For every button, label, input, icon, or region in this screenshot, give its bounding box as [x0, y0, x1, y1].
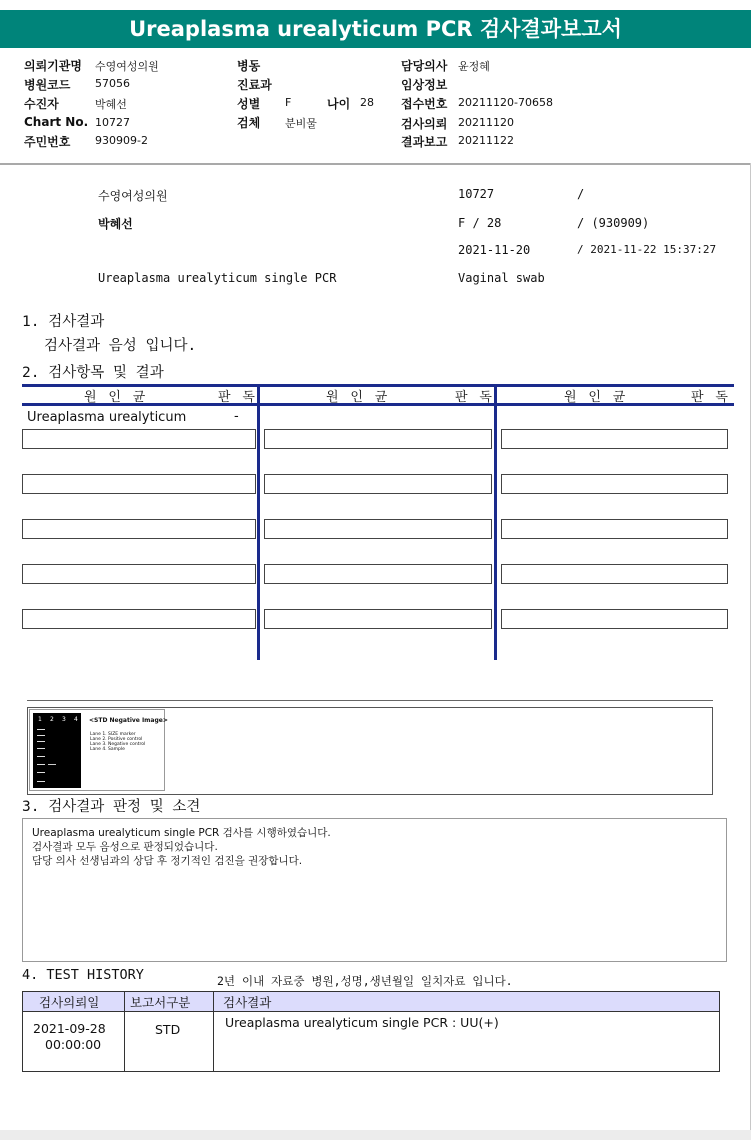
summary-request-date: 2021-11-20	[458, 243, 531, 257]
gel-panel-rule	[27, 700, 713, 701]
header-value-patient: 박혜선	[95, 98, 127, 111]
result-cell	[501, 474, 728, 494]
section-2-title: 2. 검사항목 및 결과	[22, 365, 164, 381]
result-cell	[264, 429, 492, 449]
result-cell	[501, 564, 728, 584]
header-label-institution: 의뢰기관명	[24, 59, 82, 73]
header-value-rrn: 930909-2	[95, 134, 148, 147]
result-cell	[264, 474, 492, 494]
gel-lane-desc: Lane 1. SIZE marker	[90, 732, 136, 737]
header-value-report-date: 20211122	[458, 134, 514, 147]
section-1-result: 검사결과 음성 입니다.	[44, 338, 197, 354]
gel-lane-desc: Lane 3. Negative control	[90, 742, 146, 747]
opinion-line: Ureaplasma urealyticum single PCR 검사를 시행하였습니다.	[32, 827, 331, 839]
history-col-divider	[213, 991, 214, 1072]
section-4-title: 4. TEST HISTORY	[22, 967, 144, 983]
results-col-judgement-1: 판 독	[218, 390, 257, 405]
summary-sex-age: F / 28	[458, 216, 502, 230]
opinion-line: 검사결과 모두 음성으로 판정되었습니다.	[32, 841, 218, 853]
gel-caption: <STD Negative Image>	[89, 717, 168, 724]
gel-band	[37, 764, 45, 765]
summary-slash: /	[577, 187, 585, 201]
summary-hospital: 수영여성의원	[98, 189, 168, 203]
result-cell	[22, 519, 256, 539]
history-header-result: 검사결과	[223, 995, 272, 1010]
result-cell	[22, 564, 256, 584]
gel-band	[37, 781, 45, 782]
header-value-request-date: 20211120	[458, 116, 514, 129]
results-col-organism-3: 원 인 균	[564, 390, 628, 405]
header-label-hospital-code: 병원코드	[24, 78, 71, 92]
gel-band	[37, 729, 45, 730]
header-label-specimen: 검체	[237, 116, 261, 130]
history-row-time: 00:00:00	[45, 1037, 102, 1052]
history-note: 2년 이내 자료중 병원,성명,생년월일 일치자료 입니다.	[217, 974, 513, 988]
summary-chart-no: 10727	[458, 187, 495, 201]
summary-test-name: Ureaplasma urealyticum single PCR	[98, 271, 337, 285]
result-cell	[264, 519, 492, 539]
history-header-type: 보고서구분	[130, 995, 191, 1010]
history-table	[22, 991, 720, 1072]
header-label-chart-no: Chart No.	[24, 115, 89, 129]
summary-specimen: Vaginal swab	[458, 271, 545, 285]
page-footer	[0, 1130, 751, 1140]
header-divider	[0, 163, 751, 165]
gel-electrophoresis-image	[33, 713, 81, 788]
results-col-judgement-2: 판 독	[455, 390, 494, 405]
history-row-result: Ureaplasma urealyticum single PCR : UU(+)	[225, 1015, 499, 1030]
header-label-age: 나이	[327, 97, 351, 111]
result-judgement-value: -	[234, 409, 239, 424]
gel-band	[37, 748, 45, 749]
header-label-clinical-info: 임상정보	[401, 78, 448, 92]
result-cell	[264, 564, 492, 584]
history-row-type: STD	[155, 1022, 181, 1037]
gel-lane-number: 3	[62, 716, 66, 723]
header-value-specimen: 분비물	[285, 117, 317, 130]
header-label-department: 진료과	[237, 78, 272, 92]
header-value-receipt-no: 20211120-70658	[458, 96, 553, 109]
history-header-row	[22, 991, 720, 1012]
results-col-organism-1: 원 인 균	[84, 390, 148, 405]
results-table-divider-1	[257, 384, 260, 660]
header-label-doctor: 담당의사	[401, 59, 448, 73]
results-col-judgement-3: 판 독	[691, 390, 730, 405]
results-table-divider-2	[494, 384, 497, 660]
result-cell	[501, 609, 728, 629]
gel-lane-number: 4	[74, 716, 78, 723]
gel-band	[37, 756, 45, 757]
header-value-hospital-code: 57056	[95, 77, 130, 90]
gel-band	[37, 772, 45, 773]
result-organism-name: Ureaplasma urealyticum	[27, 410, 187, 425]
gel-lane-number: 2	[50, 716, 54, 723]
header-label-request-date: 검사의뢰	[401, 117, 448, 131]
summary-rrn: / (930909)	[577, 216, 650, 230]
results-col-organism-2: 원 인 균	[326, 390, 390, 405]
result-cell	[501, 519, 728, 539]
header-value-chart-no: 10727	[95, 116, 130, 129]
result-cell	[264, 609, 492, 629]
opinion-line: 담당 의사 선생님과의 상담 후 정기적인 검진을 권장합니다.	[32, 855, 303, 867]
gel-band	[37, 741, 45, 742]
header-value-sex: F	[285, 96, 292, 109]
report-title: Ureaplasma urealyticum PCR 검사결과보고서	[129, 17, 622, 41]
header-label-receipt-no: 접수번호	[401, 97, 448, 111]
section-3-title: 3. 검사결과 판정 및 소견	[22, 799, 201, 815]
header-label-rrn: 주민번호	[24, 135, 71, 149]
history-col-divider	[124, 991, 125, 1072]
section-1-title: 1. 검사결과	[22, 314, 105, 330]
header-label-patient: 수진자	[24, 97, 59, 111]
result-cell	[22, 429, 256, 449]
header-value-age: 28	[360, 96, 374, 109]
header-label-ward: 병동	[237, 59, 261, 73]
history-header-date: 검사의뢰일	[39, 995, 100, 1010]
gel-lane-desc: Lane 2. Positive control	[90, 737, 143, 742]
result-cell	[501, 429, 728, 449]
result-cell	[22, 609, 256, 629]
header-label-report-date: 결과보고	[401, 135, 448, 149]
header-value-doctor: 윤정혜	[458, 60, 490, 73]
header-label-sex: 성별	[237, 97, 261, 111]
header-value-institution: 수영여성의원	[95, 60, 159, 73]
summary-report-datetime: / 2021-11-22 15:37:27	[577, 243, 717, 256]
gel-lane-desc: Lane 4. Sample	[90, 747, 125, 752]
gel-band	[37, 735, 45, 736]
result-cell	[22, 474, 256, 494]
history-row-date: 2021-09-28	[33, 1021, 106, 1036]
gel-lane-number: 1	[38, 716, 42, 723]
gel-band	[48, 764, 56, 765]
summary-patient: 박혜선	[98, 217, 133, 231]
